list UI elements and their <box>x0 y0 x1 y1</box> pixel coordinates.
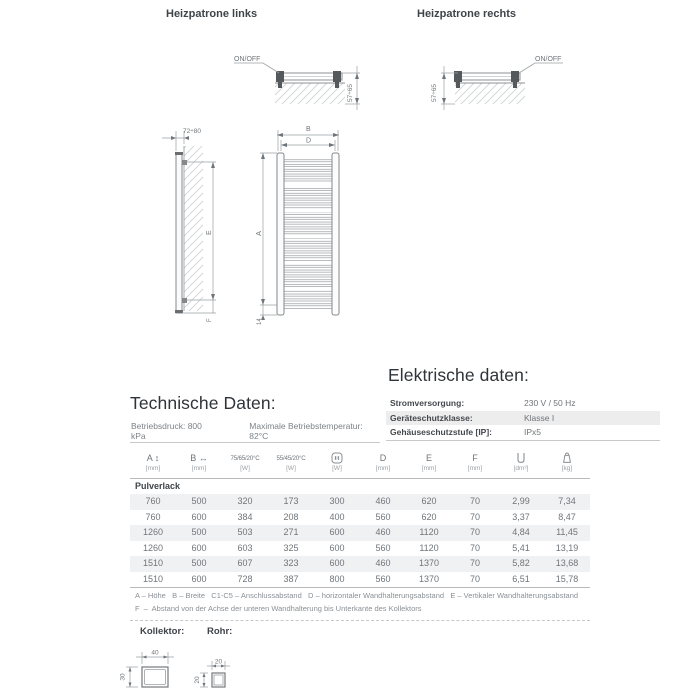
table-row <box>130 510 590 526</box>
drawing-title-heizpatrone-rechts: Heizpatrone rechts <box>417 8 517 20</box>
table-cell: 4,84 <box>512 527 530 537</box>
column-header-wasserinhalt: [dm³] <box>498 447 544 478</box>
betriebsdruck-value: Betriebsdruck: 800 kPa <box>131 421 202 441</box>
table-section-pulverlack: Pulverlack <box>135 481 181 491</box>
leader-line <box>519 63 563 73</box>
table-cell: 620 <box>421 496 437 506</box>
electrical-value: IPx5 <box>524 427 542 437</box>
table-cell: 460 <box>375 496 391 506</box>
table-cell: 620 <box>421 511 437 522</box>
leader-line <box>234 63 279 73</box>
column-header-gewicht: [kg] <box>544 447 590 478</box>
table-cell: 7,34 <box>558 496 576 506</box>
table-cell: 600 <box>329 527 345 537</box>
technische-daten-subrow <box>130 421 380 443</box>
kollektor-label: Kollektor: <box>140 626 185 637</box>
table-cell: 5,82 <box>512 558 530 568</box>
collector-left <box>277 153 284 315</box>
table-row <box>130 572 590 588</box>
table-cell: 387 <box>283 573 299 584</box>
table-row <box>130 541 590 557</box>
table-cell: 70 <box>469 496 480 506</box>
table-cell: 70 <box>469 542 480 553</box>
legend-line-1: A – Höhe B – Breite C1-C5 – Anschlussabstand D – horizontaler Wandhalterungsabstand E – Vertikaler Wandhalterungsabstand <box>135 591 579 600</box>
table-cell: 8,47 <box>558 511 576 522</box>
elektrische-daten-table <box>386 396 660 441</box>
table-cell: 320 <box>237 496 253 506</box>
table-header <box>130 447 590 479</box>
table-cell: 800 <box>329 573 345 584</box>
table-cell: 208 <box>283 511 299 522</box>
table-cell: 1510 <box>142 573 164 584</box>
table-row <box>130 494 590 510</box>
table-cell: 325 <box>283 542 299 553</box>
wall-hatch <box>184 146 203 311</box>
table-cell: 13,19 <box>555 542 579 553</box>
table-row <box>130 556 590 572</box>
column-header-leistung-75-65-20: 75/65/20°C [W] <box>230 455 260 472</box>
dimension-label-b: B <box>306 126 311 133</box>
heating-cartridge <box>511 71 519 82</box>
wall-bracket-bottom <box>182 298 187 303</box>
table-cell: 560 <box>375 573 391 584</box>
heating-cartridge <box>276 71 284 82</box>
table-cell: 603 <box>237 542 253 553</box>
column-header-e: E [mm] <box>421 453 437 472</box>
heizpatrone-links-drawing <box>130 40 380 120</box>
table-body <box>130 494 590 588</box>
table-cell: 6,51 <box>512 573 530 584</box>
on-off-label: ON/OFF <box>535 56 562 63</box>
collector-right <box>332 153 339 315</box>
table-cell: 300 <box>329 496 345 506</box>
table-cell: 400 <box>329 511 345 522</box>
table-cell: 13,68 <box>555 558 579 568</box>
radiator-dimension-drawing <box>110 118 370 338</box>
table-cell: 607 <box>237 558 253 568</box>
dashed-separator <box>130 620 590 621</box>
heizpatrone-rechts-drawing <box>405 40 655 120</box>
dimension-label-f: F <box>207 318 213 322</box>
table-cell: 1510 <box>142 558 164 568</box>
table-cell: 2,99 <box>512 496 530 506</box>
table-cell: 460 <box>375 558 391 568</box>
drawing-title-heizpatrone-links: Heizpatrone links <box>166 8 258 20</box>
table-cell: 5,41 <box>512 542 530 553</box>
electrical-label: Gehäuseschutzstufe [IP]: <box>390 427 493 437</box>
table-cell: 1370 <box>418 558 440 568</box>
table-cell: 70 <box>469 511 480 522</box>
table-cell: 1260 <box>142 542 164 553</box>
table-legend <box>130 591 600 613</box>
table-cell: 600 <box>191 511 207 522</box>
table-cell: 560 <box>375 511 391 522</box>
column-header-f: F [mm] <box>467 453 483 472</box>
column-header-elektrische-leistung: [W] <box>314 447 360 478</box>
electrical-label: Geräteschutzklasse: <box>390 412 473 423</box>
column-header-hoehe: A ↕ [mm] <box>145 453 161 472</box>
table-cell: 70 <box>469 527 480 537</box>
table-cell: 11,45 <box>556 527 578 537</box>
legend-line-2: F – Abstand von der Achse der unteren Wandhalterung bis Unterkante des Kollektors <box>135 604 422 613</box>
technische-daten-title: Technische Daten: <box>130 393 276 413</box>
table-cell: 503 <box>237 527 253 537</box>
table-cell: 70 <box>469 573 480 584</box>
electrical-value: 230 V / 50 Hz <box>524 398 576 408</box>
electrical-row <box>386 411 660 426</box>
wall-hatch <box>275 83 345 104</box>
radiator-side-view <box>176 153 182 313</box>
table-cell: 3,37 <box>512 511 530 522</box>
kollektor-height-dim: 30 <box>119 673 127 681</box>
table-cell: 500 <box>191 558 207 568</box>
table-cell: 460 <box>375 527 391 537</box>
dimension-label-a: A <box>254 230 263 236</box>
water-volume-icon <box>515 452 527 464</box>
table-cell: 271 <box>283 527 299 537</box>
electrical-label: Stromversorgung: <box>390 398 465 408</box>
table-cell: 384 <box>237 511 253 522</box>
rohr-height-dim: 20 <box>194 676 201 684</box>
wall-bracket-top <box>182 160 187 165</box>
electrical-row <box>386 425 660 440</box>
on-off-label: ON/OFF <box>234 56 261 63</box>
table-cell: 1120 <box>419 527 439 537</box>
table-cell: 500 <box>191 527 207 537</box>
dimension-label-d: D <box>306 137 312 145</box>
table-cell: 323 <box>283 558 299 568</box>
column-header-breite: B ↔ [mm] <box>190 453 208 472</box>
table-cell: 15,78 <box>555 573 579 584</box>
table-cell: 760 <box>145 511 161 522</box>
electrical-row <box>386 396 660 411</box>
elektrische-daten-title: Elektrische daten: <box>388 365 529 385</box>
kollektor-width-dim: 40 <box>151 649 159 657</box>
table-cell: 173 <box>283 496 299 506</box>
column-header-d: D [mm] <box>375 453 391 472</box>
dimension-72-80: 72÷80 <box>183 128 202 135</box>
table-cell: 70 <box>469 558 480 568</box>
kollektor-profile <box>142 667 168 687</box>
dimension-label-e: E <box>206 230 213 235</box>
kollektor-rohr-drawing <box>108 640 248 695</box>
table-cell: 1120 <box>419 542 439 553</box>
dimension-14: 14 <box>257 318 263 325</box>
column-header-leistung-55-45-20: 55/45/20°C [W] <box>276 455 306 472</box>
power-socket-icon <box>331 452 343 464</box>
table-cell: 500 <box>191 496 207 506</box>
max-betriebstemperatur-value: Maximale Betriebstemperatur: 82°C <box>249 421 363 441</box>
table-cell: 728 <box>237 573 253 584</box>
table-cell: 560 <box>375 542 391 553</box>
table-cell: 1260 <box>142 527 164 537</box>
electrical-value: Klasse I <box>524 412 555 423</box>
rohr-label: Rohr: <box>207 626 233 637</box>
table-cell: 760 <box>145 496 161 506</box>
dimension-57-65: 57÷65 <box>347 83 354 102</box>
table-cell: 600 <box>191 573 207 584</box>
table-cell: 600 <box>191 542 207 553</box>
table-cell: 600 <box>329 558 345 568</box>
table-row <box>130 525 590 541</box>
dimension-57-65: 57÷65 <box>431 83 438 102</box>
table-cell: 1370 <box>418 573 440 584</box>
table-cell: 600 <box>329 542 345 553</box>
rohr-width-dim: 20 <box>214 658 223 666</box>
weight-icon <box>561 452 573 464</box>
